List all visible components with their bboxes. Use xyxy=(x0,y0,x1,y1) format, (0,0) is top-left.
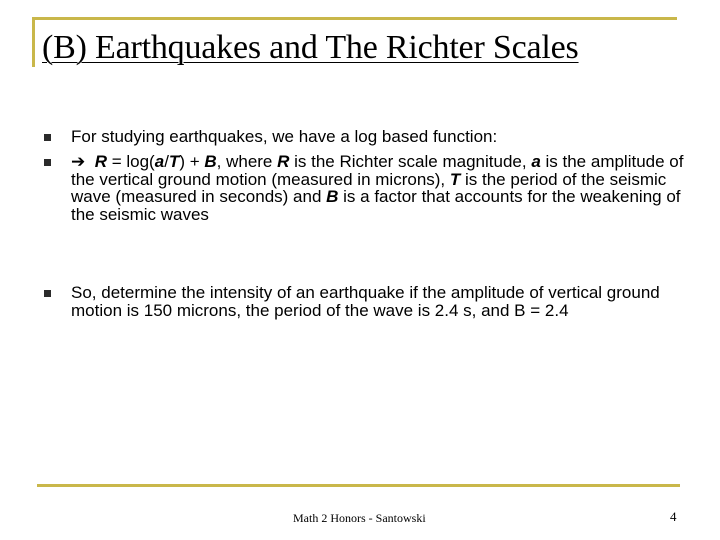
var-B: B xyxy=(204,152,217,171)
bullet-marker-icon xyxy=(44,134,51,141)
formula-part: / xyxy=(164,152,169,171)
bullet-text-3: So, determine the intensity of an earthquake if the amplitude of vertical ground motion is 150 microns, the period of the wave is 2.4 s, and B = 2.4 xyxy=(71,283,660,320)
bullet-marker-icon xyxy=(44,290,51,297)
text-part: is the amplitude of the vertical ground motion (measured in microns), xyxy=(71,152,684,189)
title-frame-top-rule xyxy=(32,17,677,20)
text-part: is a factor that accounts for the weakening of the seismic waves xyxy=(71,187,681,224)
footer-author: Math 2 Honors - Santowski xyxy=(293,511,426,525)
var-T: T xyxy=(449,169,461,189)
title-frame-left-rule xyxy=(32,17,35,67)
arrow-icon: ➔ xyxy=(71,152,86,171)
var-B: B xyxy=(326,187,339,206)
bullet-marker-icon xyxy=(44,159,51,166)
slide-title: (B) Earthquakes and The Richter Scales xyxy=(42,29,579,66)
page-number: 4 xyxy=(670,509,677,524)
bullet-text-2 xyxy=(71,153,696,223)
var-a: a xyxy=(531,152,541,171)
var-a: a xyxy=(154,152,165,171)
var-R: R xyxy=(277,152,290,171)
bullet-text-1: For studying earthquakes, we have a log based function: xyxy=(71,127,498,146)
footer-rule xyxy=(37,484,680,487)
text-part: is the period of the seismic wave (measured in seconds) and xyxy=(71,169,667,206)
var-T: T xyxy=(168,152,180,171)
formula-part: = log( xyxy=(106,152,155,171)
var-R: R xyxy=(94,152,107,171)
text-part: is the Richter scale magnitude, xyxy=(289,152,532,171)
text-part: , where xyxy=(216,152,278,171)
formula-part: ) + xyxy=(179,152,205,171)
